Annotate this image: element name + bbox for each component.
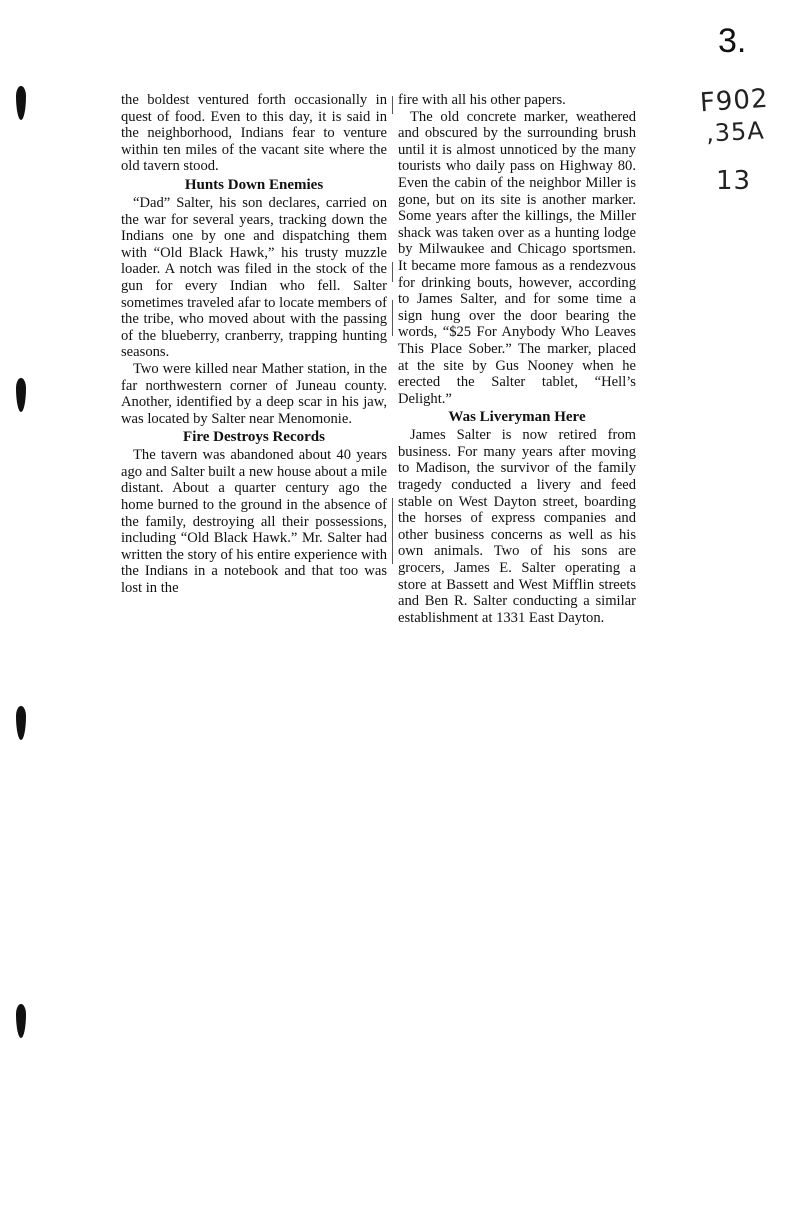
page-number: 3. (718, 22, 747, 60)
column-rule (392, 498, 393, 564)
binding-hole-mark (16, 1004, 26, 1038)
article-paragraph: The old concrete marker, weathered and obscured by the surrounding brush until it is almost unnoticed by the many tourists who daily pass on Highway 80. Even the cabin of the neighbor Miller is gone, but on its site is another marker. Some years after the killings, the Miller shack was taken over as a hunting lodge by Milwaukee and Chicago sportsmen. It became more famous as a rendezvous for drinking bouts, however, according to James Salter, and for some time a sign hung over the door bearing the words, “$25 For Anybody Who Leaves This Place Sober.” The marker, placed at the site by Gus Nooney when he erected the Salter tablet, “Hell’s Delight.” (398, 108, 636, 407)
archive-note-page: 13 (716, 166, 752, 196)
column-rule (392, 300, 393, 336)
article-paragraph: fire with all his other papers. (398, 92, 566, 108)
section-heading-hunts-down-enemies: Hunts Down Enemies (184, 176, 324, 193)
column-rule (392, 96, 393, 114)
article-paragraph: Two were killed near Mather station, in the far northwestern corner of Juneau county. Another, identified by a deep scar in his jaw, was located by Salter near Menomonie. (121, 360, 387, 427)
article-paragraph: The tavern was abandoned about 40 years ago and Salter built a new house about a mile distant. About a quarter century ago the home burned to the ground in the absence of the family, destroying all their possessions, including “Old Black Hawk.” Mr. Salter had written the story of his entire experience with the Indians in a notebook and that too was lost in the (121, 447, 387, 597)
article-paragraph: “Dad” Salter, his son declares, carried on the war for several years, tracking down the Indians one by one and dispatching them with “Old Black Hawk,” his trusty muzzle loader. A notch was filed in the stock of the gun for every Indian who fell. Salter sometimes traveled afar to locate members of the tribe, who moved about with the passing of the blueberry, cranberry, trapping hunting seasons. (121, 194, 387, 361)
article-paragraph: the boldest ventured forth occasionally in quest of food. Even to this day, it is said in the neighborhood, Indians fear to venture within ten miles of the vacant site where the old tavern stood. (121, 92, 387, 175)
column-rule (392, 262, 393, 282)
binding-hole-mark (16, 378, 26, 412)
section-heading-was-liveryman-here: Was Liveryman Here (448, 409, 586, 426)
article-column-left (121, 92, 387, 597)
article-column-right (398, 92, 636, 626)
archive-note-volume: ,35A (705, 116, 766, 148)
article-paragraph: James Salter is now retired from business. For many years after moving to Madison, the survivor of the family tragedy conducted a livery and feed stable on West Dayton street, boarding the horses of express companies and other business concerns as well as his own animals. Two of his sons are grocers, James E. Salter operating a store at Bassett and West Mifflin streets and Ben R. Salter conducting a similar establishment at 1331 East Dayton. (398, 427, 636, 626)
section-heading-fire-destroys-records: Fire Destroys Records (183, 429, 325, 446)
archive-note-call-number: F902 (699, 83, 770, 119)
binding-hole-mark (16, 706, 26, 740)
binding-hole-mark (16, 86, 26, 120)
